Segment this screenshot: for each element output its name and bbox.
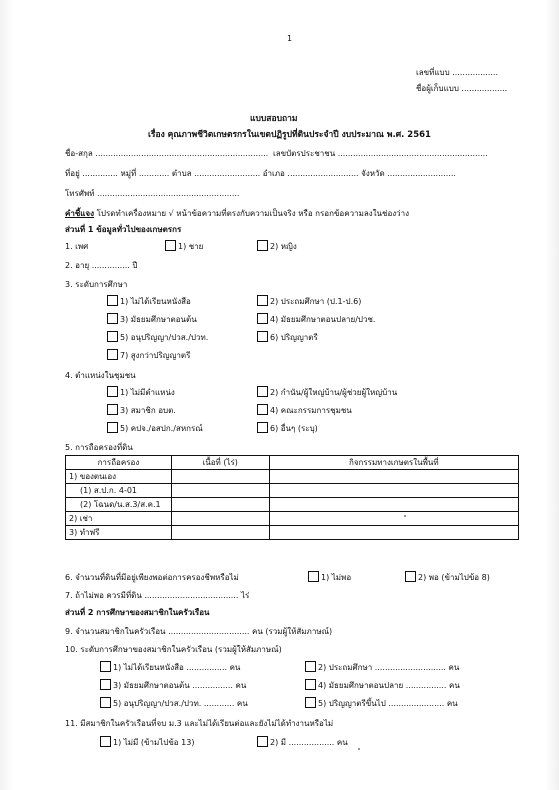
q1-label: 1. เพศ	[65, 242, 89, 251]
q2-label: 2. อายุ ............... ปี	[65, 261, 138, 270]
scan-speck	[358, 748, 360, 750]
section-1-heading: ส่วนที่ 1 ข้อมูลทั่วไปของเกษตรกร	[65, 225, 182, 234]
checkbox-icon[interactable]	[257, 404, 268, 415]
table-cell[interactable]	[269, 512, 518, 526]
q3-option-5[interactable]: 5) อนุปริญญา/ปวส./ปวท.	[107, 331, 208, 344]
form-number-field: เลขที่แบบ ..................	[416, 68, 499, 77]
q10-option-3[interactable]: 3) มัธยมศึกษาตอนต้น ................ คน	[100, 679, 246, 692]
q3-option-6[interactable]: 6) ปริญญาตรี	[257, 331, 318, 344]
q3-option-4[interactable]: 4) มัธยมศึกษาตอนปลาย/ปวช.	[257, 313, 375, 326]
q4-label: 4. ตำแหน่งในชุมชน	[65, 371, 136, 380]
q3-option-7[interactable]: 7) สูงกว่าปริญญาตรี	[107, 349, 190, 362]
table-header: เนื้อที่ (ไร่)	[171, 456, 269, 470]
checkbox-icon[interactable]	[305, 661, 316, 672]
table-cell[interactable]	[269, 498, 518, 512]
checkbox-icon[interactable]	[257, 736, 268, 747]
q4-option-2[interactable]: 2) กำนัน/ผู้ใหญ่บ้าน/ผู้ช่วยผู้ใหญ่บ้าน	[257, 386, 397, 399]
table-cell[interactable]	[269, 470, 518, 484]
checkbox-icon[interactable]	[257, 386, 268, 397]
checkbox-icon[interactable]	[257, 422, 268, 433]
q9-label: 9. จำนวนสมาชิกในครัวเรือน ................................ คน (รวมผู้ให้สัมภาษณ์)	[65, 627, 333, 636]
name-field: ชื่อ-สกุล ....................................................................	[65, 149, 269, 158]
table-row	[66, 526, 519, 540]
table-header-row	[66, 456, 519, 470]
scan-speck	[404, 515, 406, 517]
checkbox-icon[interactable]	[405, 571, 416, 582]
checkbox-icon[interactable]	[257, 313, 268, 324]
q6-option-1[interactable]: 1) ไม่พอ	[308, 571, 351, 584]
q4-option-4[interactable]: 4) คณะกรรมการชุมชน	[257, 404, 352, 417]
q10-option-1[interactable]: 1) ไม่ได้เรียนหนังสือ ................ คน	[100, 661, 240, 674]
table-cell[interactable]	[269, 526, 518, 540]
table-cell[interactable]	[171, 512, 269, 526]
q10-option-2[interactable]: 2) ประถมศึกษา ............................ คน	[305, 661, 459, 674]
q3-option-2[interactable]: 2) ประถมศึกษา (ป.1-ป.6)	[257, 295, 361, 308]
checkbox-icon[interactable]	[107, 422, 118, 433]
table-row	[66, 512, 519, 526]
checkbox-icon[interactable]	[305, 679, 316, 690]
table-cell[interactable]	[171, 470, 269, 484]
checkbox-icon[interactable]	[308, 571, 319, 582]
table-cell: 3) ทำฟรี	[66, 526, 172, 540]
q6-option-2[interactable]: 2) พอ (ข้ามไปข้อ 8)	[405, 571, 490, 584]
table-cell: 2) เช่า	[66, 512, 172, 526]
table-row	[66, 470, 519, 484]
q11-option-1[interactable]: 1) ไม่มี (ข้ามไปข้อ 13)	[100, 736, 194, 749]
table-cell[interactable]	[171, 498, 269, 512]
q4-option-3[interactable]: 3) สมาชิก อบต.	[107, 404, 176, 417]
q1-option-2[interactable]: 2) หญิง	[257, 240, 297, 253]
address-field: ที่อยู่ .............. หมู่ที่ ............ ตำบล .......................... อำเภอ ............................ จังหวัด ...........................	[65, 169, 456, 178]
q4-option-6[interactable]: 6) อื่นๆ (ระบุ)	[257, 422, 318, 435]
q3-option-3[interactable]: 3) มัธยมศึกษาตอนต้น	[107, 313, 197, 326]
q6-label: 6. จำนวนที่ดินที่มีอยู่เพียงพอต่อการครองชีพหรือไม่	[65, 573, 239, 582]
instructions: คำชี้แจง โปรดทำเครื่องหมาย √ หน้าข้อความที่ตรงกับความเป็นจริง หรือ กรอกข้อความลงในช่องว่าง	[65, 209, 410, 218]
land-tenure-table	[65, 455, 519, 540]
checkbox-icon[interactable]	[107, 331, 118, 342]
q3-option-1[interactable]: 1) ไม่ได้เรียนหนังสือ	[107, 295, 191, 308]
id-card-field: เลขบัตรประชาชน ...........................................................	[273, 149, 488, 158]
checkbox-icon[interactable]	[305, 697, 316, 708]
checkbox-icon[interactable]	[257, 295, 268, 306]
table-cell: (1) ส.ป.ก. 4-01	[66, 484, 172, 498]
checkbox-icon[interactable]	[107, 404, 118, 415]
table-cell: (2) โฉนด/น.ส.3/ส.ค.1	[66, 498, 172, 512]
checkbox-icon[interactable]	[107, 386, 118, 397]
table-header: การถือครอง	[66, 456, 172, 470]
checkbox-icon[interactable]	[257, 240, 268, 251]
table-cell[interactable]	[171, 526, 269, 540]
q10-option-6[interactable]: 5) ปริญญาตรีขึ้นไป ...................... คน	[305, 697, 458, 710]
table-cell[interactable]	[269, 484, 518, 498]
checkbox-icon[interactable]	[100, 736, 111, 747]
q3-label: 3. ระดับการศึกษา	[65, 280, 128, 289]
table-row	[66, 484, 519, 498]
checkbox-icon[interactable]	[257, 331, 268, 342]
table-header: กิจกรรมทางเกษตรในพื้นที่	[269, 456, 518, 470]
q10-option-5[interactable]: 5) อนุปริญญา/ปวส./ปวท. ............ คน	[100, 697, 248, 710]
q11-option-2[interactable]: 2) มี .................. คน	[257, 736, 348, 749]
checkbox-icon[interactable]	[100, 661, 111, 672]
checkbox-icon[interactable]	[100, 697, 111, 708]
table-cell[interactable]	[171, 484, 269, 498]
q11-label: 11. มีสมาชิกในครัวเรือนที่จบ ม.3 และไม่ได้เรียนต่อและยังไม่ได้ทำงานหรือไม่	[65, 719, 334, 728]
page-number: 1	[287, 34, 293, 43]
table-cell: 1) ของตนเอง	[66, 470, 172, 484]
document-title: เรื่อง คุณภาพชีวิตเกษตรกรในเขตปฏิรูปที่ดินประจำปี งบประมาณ พ.ศ. 2561	[148, 130, 431, 140]
checkbox-icon[interactable]	[107, 349, 118, 360]
q7-label: 7. ถ้าไม่พอ ควรมีที่ดิน ..................................... ไร่	[65, 591, 250, 600]
q10-label: 10. ระดับการศึกษาของสมาชิกในครัวเรือน (รวมผู้ให้สัมภาษณ์)	[65, 645, 282, 654]
q4-option-1[interactable]: 1) ไม่มีตำแหน่ง	[107, 386, 175, 399]
checkbox-icon[interactable]	[107, 295, 118, 306]
checkbox-icon[interactable]	[107, 313, 118, 324]
interviewer-name-field: ชื่อผู้เก็บแบบ ..................	[416, 84, 508, 93]
phone-field: โทรศัพท์ ........................................................	[65, 189, 240, 198]
table-row	[66, 498, 519, 512]
section-2-heading: ส่วนที่ 2 การศึกษาของสมาชิกในครัวเรือน	[65, 608, 210, 617]
q10-option-4[interactable]: 4) มัธยมศึกษาตอนปลาย ................ คน	[305, 679, 460, 692]
q1-option-1[interactable]: 1) ชาย	[165, 240, 203, 253]
checkbox-icon[interactable]	[165, 240, 176, 251]
document-type: แบบสอบถาม	[250, 114, 298, 124]
q4-option-5[interactable]: 5) คปจ./อสปก./สหกรณ์	[107, 422, 203, 435]
q5-label: 5. การถือครองที่ดิน	[65, 443, 133, 452]
checkbox-icon[interactable]	[100, 679, 111, 690]
